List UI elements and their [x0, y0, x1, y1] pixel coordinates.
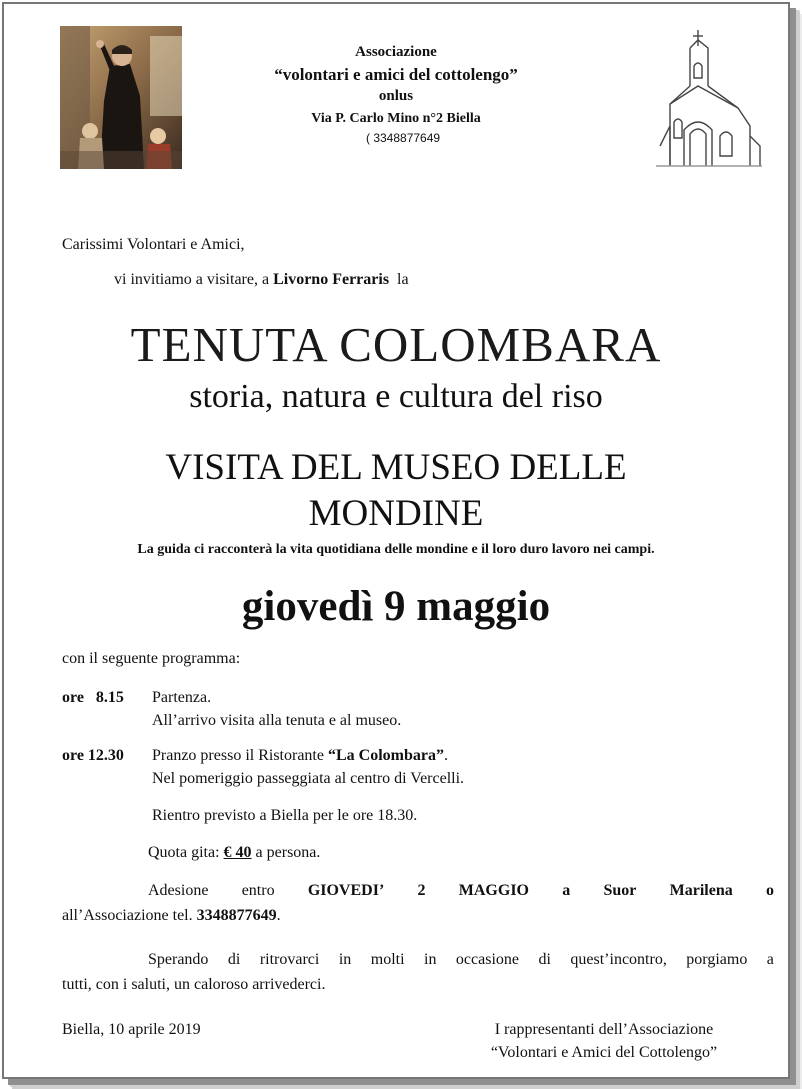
main-title: TENUTA COLOMBARA	[130, 317, 662, 372]
program-text-1a: Partenza.	[152, 689, 212, 706]
event-date: giovedì 9 maggio	[241, 583, 551, 630]
church-sketch-icon	[650, 26, 764, 172]
closing-line2: tutti, con i saluti, un caloroso arrivederci.	[62, 976, 326, 993]
adhesion-phone: 3348877649	[196, 907, 277, 924]
adhesion-line2	[62, 907, 281, 925]
invite-prefix: vi invitiamo a visitare, a	[114, 271, 274, 288]
adhesion-line2-suffix: .	[276, 907, 281, 924]
restaurant-name: “La Colombara”	[327, 747, 444, 764]
closing-word: molti	[370, 951, 405, 968]
adhesion-line1	[148, 882, 774, 900]
org-onlus: onlus	[378, 88, 414, 104]
program-intro: con il seguente programma:	[62, 650, 241, 667]
closing-word: in	[338, 951, 352, 968]
adhesion-w4: 2	[417, 882, 426, 899]
adhesion-line2-prefix: all’Associazione tel.	[62, 907, 197, 924]
program-text-1b: All’arrivo visita alla tenuta e al museo.	[152, 712, 402, 729]
adhesion-w6: a	[562, 882, 571, 899]
adhesion-w2: entro	[241, 882, 275, 899]
flyer-page	[2, 2, 790, 1079]
adhesion-w9: o	[765, 882, 774, 899]
program-text-2b: Nel pomeriggio passeggiata al centro di Vercelli.	[152, 770, 465, 787]
invite-line	[114, 271, 409, 289]
return-text: Rientro previsto a Biella per le ore 18.30.	[152, 807, 418, 824]
program-text-2a	[152, 747, 448, 765]
adhesion-w8: Marilena	[669, 882, 733, 899]
closing-word: occasione	[455, 951, 519, 968]
closing-word: in	[424, 951, 437, 968]
closing-line1	[148, 951, 774, 969]
subtitle: storia, natura e cultura del riso	[189, 378, 603, 415]
closing-word: di	[227, 951, 241, 968]
org-name: “volontari e amici del cottolengo”	[274, 65, 518, 84]
adhesion-w5: MAGGIO	[458, 882, 529, 899]
org-line1: Associazione	[355, 44, 437, 60]
guide-text: La guida ci racconterà la vita quotidiana delle mondine e il loro duro lavoro nei campi.	[137, 542, 655, 557]
closing-word: quest’incontro,	[570, 951, 667, 968]
footer-signature-line1: I rappresentanti dell’Associazione	[494, 1021, 714, 1038]
org-address: Via P. Carlo Mino n°2 Biella	[311, 111, 481, 126]
visit-title-line2: MONDINE	[308, 493, 484, 534]
greeting: Carissimi Volontari e Amici,	[62, 236, 245, 253]
org-phone	[366, 131, 440, 145]
program-text-2a-suffix: .	[443, 747, 448, 764]
adhesion-w3: GIOVEDI’	[307, 882, 385, 899]
invite-suffix: la	[389, 271, 409, 288]
quota-suffix: a persona.	[251, 844, 321, 861]
closing-word: ritrovarci	[259, 951, 320, 968]
visit-title-line1: VISITA DEL MUSEO DELLE	[165, 447, 627, 488]
program-time-1: ore 8.15	[62, 689, 124, 706]
closing-word: di	[538, 951, 551, 968]
phone-text: ( 3348877649	[366, 131, 441, 145]
program-text-2a-prefix: Pranzo presso il Ristorante	[152, 747, 328, 764]
closing-word: porgiamo	[686, 951, 748, 968]
quota-value: € 40	[223, 844, 252, 861]
footer-place-date: Biella, 10 aprile 2019	[62, 1021, 201, 1038]
invite-place: Livorno Ferraris	[273, 271, 390, 288]
adhesion-w1: Adesione	[148, 882, 209, 899]
quota-line	[148, 844, 320, 862]
quota-prefix: Quota gita:	[148, 844, 224, 861]
adhesion-w7: Suor	[603, 882, 637, 899]
closing-word: a	[766, 951, 774, 968]
program-time-2: ore 12.30	[62, 747, 124, 764]
closing-word: Sperando	[148, 951, 209, 968]
footer-signature-line2: “Volontari e Amici del Cottolengo”	[490, 1044, 718, 1061]
